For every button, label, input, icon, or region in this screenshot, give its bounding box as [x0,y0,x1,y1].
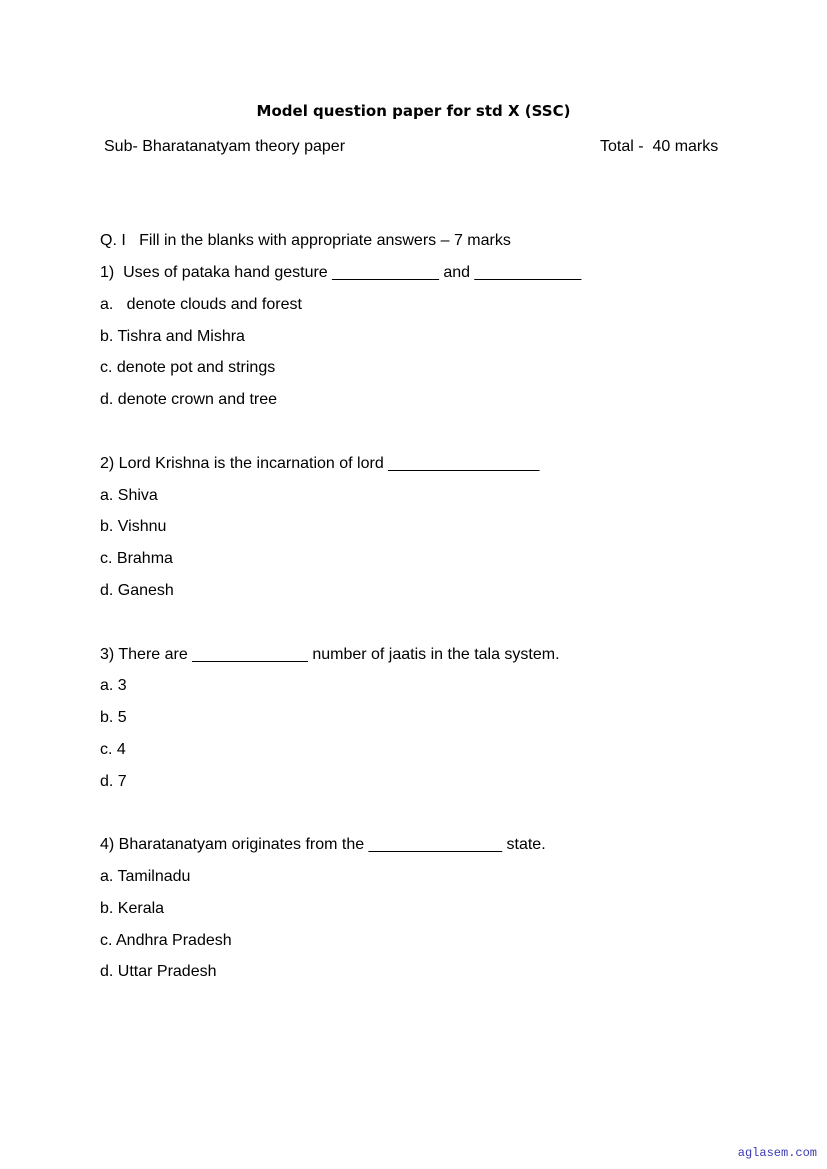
question-2: 2) Lord Krishna is the incarnation of lord _________________ [100,455,540,472]
question-1: 1) Uses of pataka hand gesture ____________ and ____________ [100,264,582,281]
q1-option-b: b. Tishra and Mishra [100,328,245,345]
q2-option-b: b. Vishnu [100,518,167,535]
q4-option-d: d. Uttar Pradesh [100,963,217,980]
section-heading: Q. I Fill in the blanks with appropriate answers – 7 marks [100,232,511,249]
q2-option-c: c. Brahma [100,550,173,567]
q1-option-d: d. denote crown and tree [100,391,278,408]
total-marks: Total - 40 marks [600,138,719,155]
q3-option-d: d. 7 [100,773,127,790]
question-4: 4) Bharatanatyam originates from the _______________ state. [100,836,546,853]
paper-title: Model question paper for std X (SSC) [256,102,571,120]
watermark-link[interactable]: aglasem.com [737,1146,817,1160]
q4-option-c: c. Andhra Pradesh [100,932,232,949]
q1-option-a: a. denote clouds and forest [100,296,302,313]
q3-option-b: b. 5 [100,709,127,726]
q4-option-a: a. Tamilnadu [100,868,191,885]
question-3: 3) There are _____________ number of jaatis in the tala system. [100,646,560,663]
q2-option-d: d. Ganesh [100,582,174,599]
q3-option-c: c. 4 [100,741,126,758]
q3-option-a: a. 3 [100,677,127,694]
q2-option-a: a. Shiva [100,487,158,504]
q1-option-c: c. denote pot and strings [100,359,276,376]
q4-option-b: b. Kerala [100,900,165,917]
subject-line: Sub- Bharatanatyam theory paper [104,138,346,155]
